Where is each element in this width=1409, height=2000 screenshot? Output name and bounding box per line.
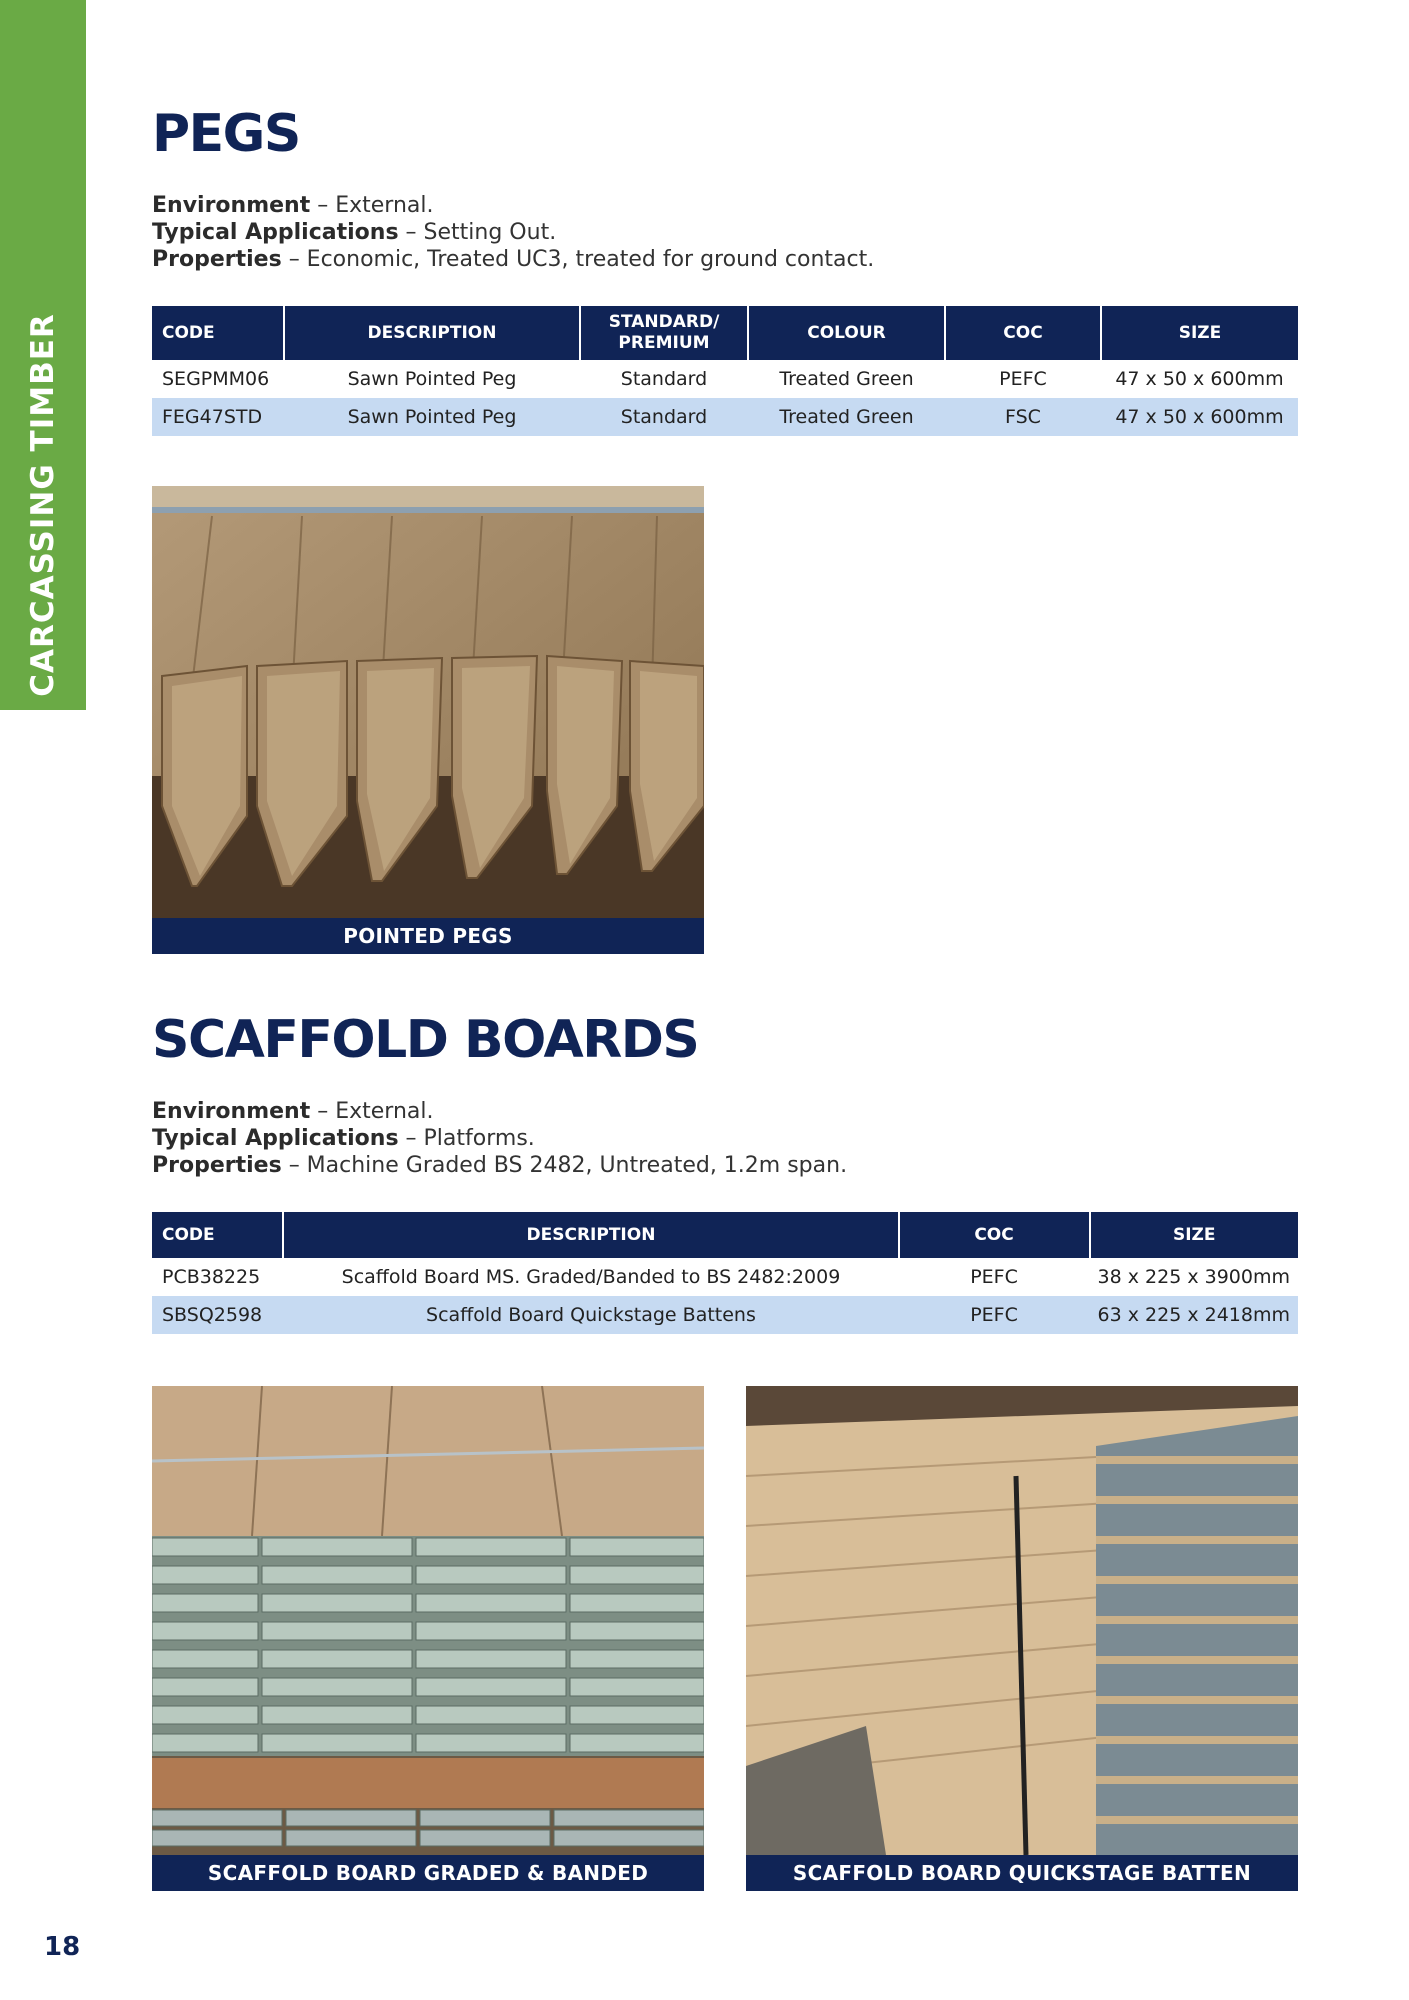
table-row	[152, 1258, 1298, 1296]
scaffold-graded-caption: SCAFFOLD BOARD GRADED & BANDED	[152, 1855, 704, 1891]
pegs-environment: Environment – External.	[152, 193, 434, 218]
cell-size: 47 x 50 x 600mm	[1115, 368, 1284, 390]
scaffold-environment: Environment – External.	[152, 1099, 434, 1124]
col-size: SIZE	[1090, 1212, 1299, 1258]
scaffold-table	[152, 1212, 1298, 1334]
table-header-row	[152, 1212, 1298, 1258]
col-colour: COLOUR	[748, 306, 945, 360]
cell-code: SEGPMM06	[162, 368, 270, 390]
cell-description: Sawn Pointed Peg	[284, 398, 580, 436]
pegs-table	[152, 306, 1298, 436]
table-row	[152, 398, 1298, 436]
pegs-title: PEGS	[152, 104, 300, 164]
scaffold-title: SCAFFOLD BOARDS	[152, 1010, 699, 1070]
col-code: CODE	[152, 1212, 283, 1258]
cell-code: SBSQ2598	[152, 1296, 283, 1334]
col-coc: COC	[899, 1212, 1090, 1258]
cell-colour: Treated Green	[779, 368, 914, 390]
scaffold-graded-image	[152, 1386, 704, 1855]
cell-standard: Standard	[620, 368, 708, 390]
cell-coc: FSC	[945, 398, 1101, 436]
col-description: DESCRIPTION	[283, 1212, 898, 1258]
col-standard-premium: STANDARD/ PREMIUM	[580, 306, 748, 360]
cell-coc: PEFC	[970, 1266, 1018, 1288]
pegs-properties-line: Properties – Economic, Treated UC3, treated for ground contact.	[152, 247, 875, 272]
scaffold-quickstage-photo	[746, 1386, 1298, 1891]
scaffold-properties	[152, 1098, 847, 1179]
table-row	[152, 1296, 1298, 1334]
pegs-applications: Typical Applications – Setting Out.	[152, 220, 557, 245]
side-tab	[0, 0, 86, 710]
cell-coc: PEFC	[999, 368, 1047, 390]
cell-standard: Standard	[580, 398, 748, 436]
page-number: 18	[44, 1932, 81, 1962]
scaffold-applications: Typical Applications – Platforms.	[152, 1126, 535, 1151]
col-size: SIZE	[1101, 306, 1298, 360]
table-row	[152, 360, 1298, 398]
col-code: CODE	[152, 306, 284, 360]
pegs-image	[152, 486, 704, 918]
pegs-properties	[152, 192, 874, 273]
cell-description: Scaffold Board MS. Graded/Banded to BS 2482:2009	[341, 1266, 841, 1288]
cell-size: 63 x 225 x 2418mm	[1090, 1296, 1299, 1334]
cell-size: 47 x 50 x 600mm	[1101, 398, 1298, 436]
scaffold-quickstage-caption: SCAFFOLD BOARD QUICKSTAGE BATTEN	[746, 1855, 1298, 1891]
cell-colour: Treated Green	[748, 398, 945, 436]
cell-code: PCB38225	[162, 1266, 261, 1288]
pointed-pegs-photo	[152, 486, 704, 954]
cell-code: FEG47STD	[152, 398, 284, 436]
cell-size: 38 x 225 x 3900mm	[1097, 1266, 1290, 1288]
col-description: DESCRIPTION	[284, 306, 580, 360]
table-header-row	[152, 306, 1298, 360]
cell-coc: PEFC	[899, 1296, 1090, 1334]
scaffold-properties-line: Properties – Machine Graded BS 2482, Untreated, 1.2m span.	[152, 1153, 848, 1178]
pointed-pegs-caption: POINTED PEGS	[152, 918, 704, 954]
side-tab-label: CARCASSING TIMBER	[25, 313, 61, 697]
scaffold-quickstage-image	[746, 1386, 1298, 1855]
cell-description: Sawn Pointed Peg	[347, 368, 517, 390]
cell-description: Scaffold Board Quickstage Battens	[283, 1296, 898, 1334]
scaffold-graded-photo	[152, 1386, 704, 1891]
col-coc: COC	[945, 306, 1101, 360]
